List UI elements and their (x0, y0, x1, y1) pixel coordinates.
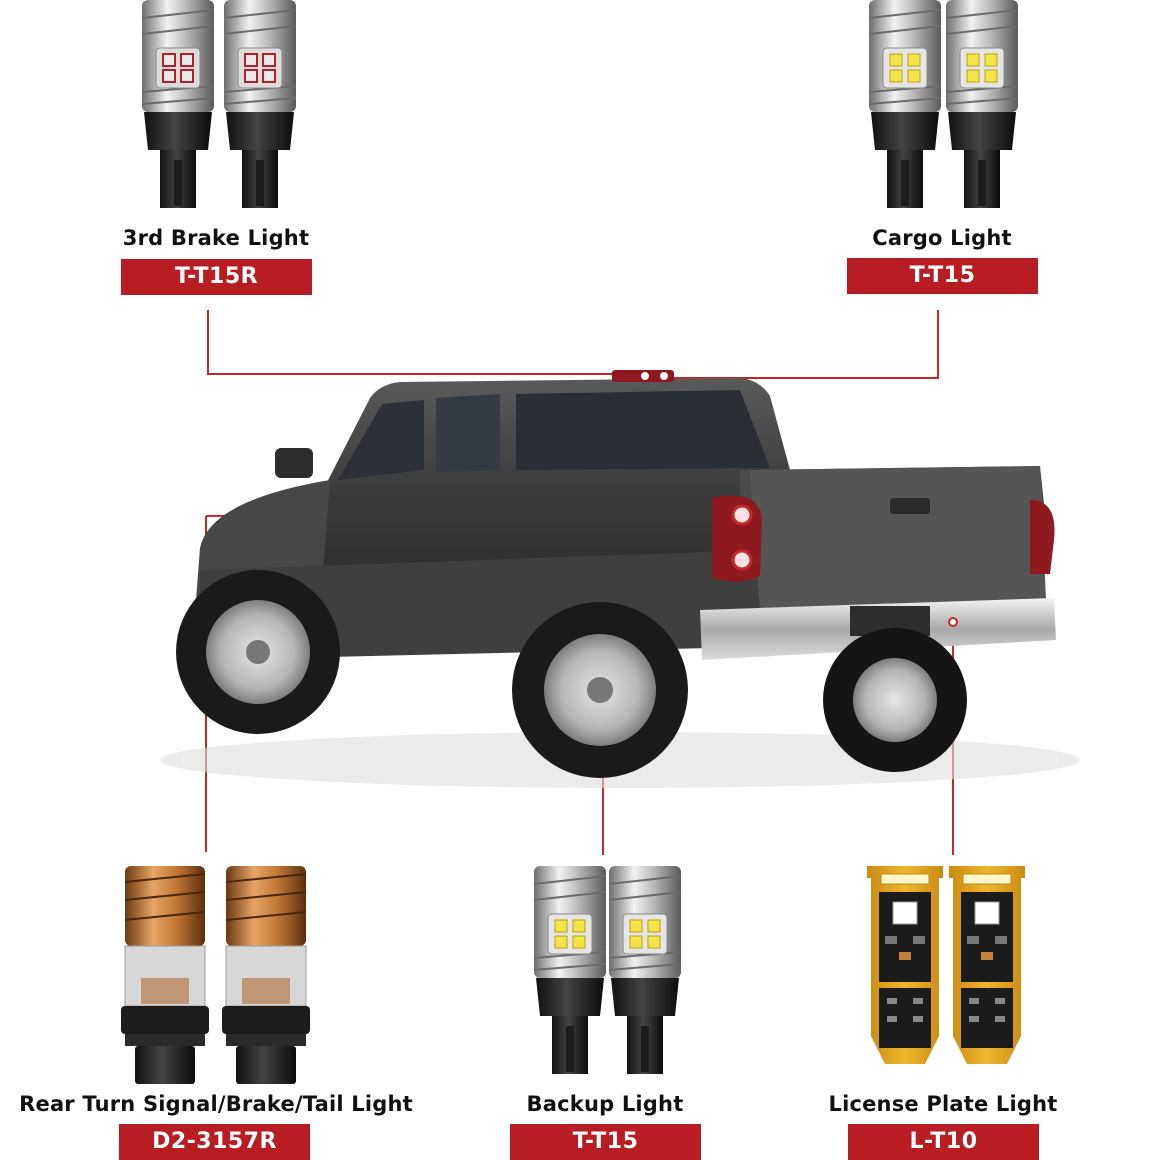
third-brake-label: 3rd Brake Light (122, 226, 310, 250)
rear-turn-label: Rear Turn Signal/Brake/Tail Light (19, 1092, 413, 1116)
cargo-label: Cargo Light (872, 226, 1012, 250)
bulb-cargo-left (869, 0, 941, 208)
bulb-license-left (867, 866, 943, 1064)
bulb-cargo-right (946, 0, 1018, 208)
bulb-backup-left (534, 866, 606, 1074)
front-wheel (176, 570, 340, 734)
bulb-rear-turn-left (121, 866, 209, 1084)
bulb-license-right (949, 866, 1025, 1064)
pickup-truck-illustration (160, 370, 1080, 788)
license-code: L-T10 (848, 1124, 1039, 1160)
bulb-third-brake-left (142, 0, 214, 208)
backup-label: Backup Light (526, 1092, 684, 1116)
bulb-rear-turn-right (222, 866, 310, 1084)
bulb-third-brake-right (224, 0, 296, 208)
backup-code: T-T15 (510, 1124, 701, 1160)
rear-turn-code: D2-3157R (119, 1124, 310, 1160)
rear-wheel (512, 602, 688, 778)
third-brake-code: T-T15R (121, 259, 312, 295)
far-rear-wheel (823, 628, 967, 772)
cargo-code: T-T15 (847, 258, 1038, 294)
license-label: License Plate Light (828, 1092, 1058, 1116)
bulb-backup-right (609, 866, 681, 1074)
